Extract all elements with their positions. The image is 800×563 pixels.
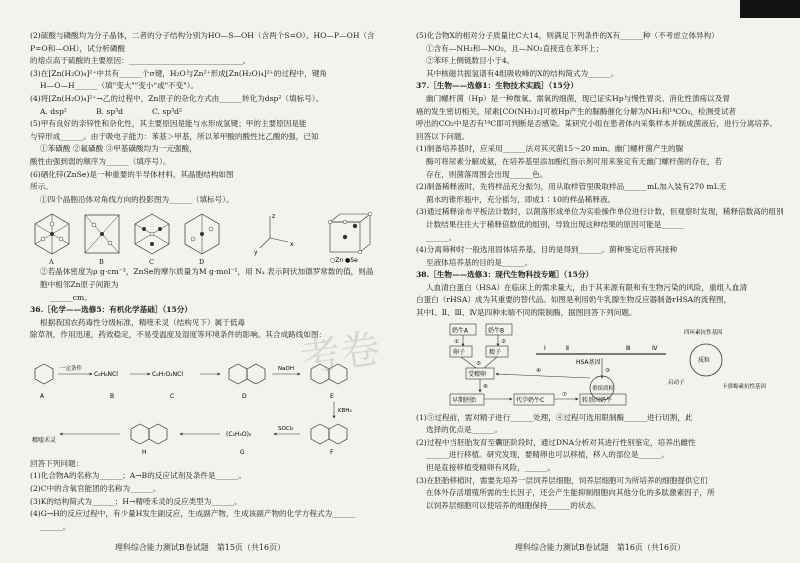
step-4: ④ xyxy=(536,367,541,374)
compound-a xyxy=(35,364,53,384)
q38-question: (1)⑤过程前，需对精子进行______处理，④过程可选用限制酶______进行切割，此 xyxy=(416,412,693,422)
q38-question: 但是直接移植受精卵有风险，______。 xyxy=(426,463,556,473)
q37-line: 酶可将尿素分解成氨，在培养基里添加酚红指示剂可用来鉴定有无幽门螺杆菌的存在，若 xyxy=(426,156,723,166)
enzyme-3: Ⅲ xyxy=(626,344,631,352)
q35-line: 所示。 xyxy=(30,182,53,192)
q38-question: 选择的优点是______。 xyxy=(426,425,502,435)
proj-label: B xyxy=(99,258,104,267)
q37-line: (1)制备培养基时，应采用______法对其灭菌15～20 min。幽门螺杆菌产生的脲 xyxy=(416,144,684,154)
flow-resist1: 四环素抗性基因 xyxy=(684,329,723,336)
label-h: H xyxy=(142,448,147,456)
q36-question: ______。 xyxy=(40,521,71,531)
q38-line: 人血清白蛋白（HSA）在临床上的需求量大，由于其来源有限和有生物污染的风险，重组人血清 xyxy=(426,282,748,292)
q35-cont: ②苯环上侧链数目小于4。 xyxy=(426,56,515,66)
q35-cont: ①含有—NH₂和—NO₂，且—NO₂直接连在苯环上； xyxy=(426,43,604,53)
cell-legend: ○Zn ●Se xyxy=(330,257,358,265)
q38-title: 38.［生物——选修3：现代生物科技专题］（15分） xyxy=(416,270,594,280)
step-1: ① xyxy=(454,338,459,345)
flow-surrogate: 代孕奶牛C xyxy=(516,396,545,404)
page-16 xyxy=(400,0,800,563)
cond-1: 一定条件 xyxy=(60,365,83,372)
q36-title: 36.［化学——选修5：有机化学基础］（15分） xyxy=(30,305,192,315)
flow-resist2: 卡那霉素抗性基因 xyxy=(722,383,767,390)
flow-cow-b: 奶牛B xyxy=(488,327,505,335)
q35-line: ①苯磺酸 ②氟磺酸 ③甲基磺酸均为一元强酸， xyxy=(40,144,197,154)
q37-line: 存在，则菌落周围会出现______色。 xyxy=(426,169,548,179)
proj-label: A xyxy=(49,258,54,267)
option-b: B. sp³d xyxy=(95,106,124,116)
q35-line: (6)硒化锌(ZnSe)是一种重要的半导体材料，其晶胞结构如图 xyxy=(30,169,234,179)
q36-intro: 根据我国农药毒性分级标准，精喹禾灵（结构见下）属于低毒 xyxy=(40,317,246,327)
q35-line: ②若晶体密度为ρ g·cm⁻³，ZnSe的摩尔质量为M g·mol⁻¹，用 Nₐ 表示阿伏加德罗常数的值，则晶胞中相邻Zn原子间距为 xyxy=(40,267,374,289)
label-d: D xyxy=(242,392,247,400)
q37-line: 回答以下问题。 xyxy=(416,131,470,141)
q37-line: (2)制备稀释液时，先将样品充分振匀，用从取样管里吸取样品______mL加入装有270 mL无 xyxy=(416,182,727,192)
q35-line: H—O—H______（填"变大""变小"或"不变"）。 xyxy=(40,81,199,91)
flow-plasmid: 质粒 xyxy=(698,356,711,364)
q38-question: 在体外存活增殖所需的生长因子，还会产生能抑制细胞向其他分化的多肽激素因子，所 xyxy=(426,488,715,498)
q35-line: (2)硫酸与磷酸均为分子晶体，二者的分子结构分别为HO—S—OH（含两个S=O）、HO—P—OH（含P=O和—OH），试分析磷酸 xyxy=(30,31,375,53)
q38-line: 其中Ⅰ、Ⅱ、Ⅲ、Ⅳ是四种未端不同的限制酶，据图回答下列问题。 xyxy=(416,308,637,318)
label-g: G xyxy=(240,448,245,456)
q37-line: 计数结果往往大于稀释倍数低的组别，导致出现这种结果的原因可能是______ xyxy=(426,219,685,229)
proj-label: C xyxy=(149,258,154,267)
step-6: ⑥ xyxy=(483,383,488,390)
q35-line: 的熔点高于硫酸的主要原因：______________________________。 xyxy=(30,56,251,66)
step-3: ③ xyxy=(605,367,610,374)
projection-b xyxy=(85,215,119,253)
q37-line: 至液体培养基的目的是______。 xyxy=(426,257,533,267)
q37-line: ______。 xyxy=(426,232,457,242)
q38-line: 白蛋白（rHSA）成为其重要的替代品。如图是利用奶牛乳腺生物反应器制备rHSA的流程图， xyxy=(416,295,732,305)
q38-question: (2)过程中当胚胎发育至囊胚阶段时，通过DNA分析对其进行性别鉴定，培养出雌性 xyxy=(416,437,696,447)
q36-question: 回答下列问题： xyxy=(30,458,84,468)
label-a: A xyxy=(40,392,45,400)
flow-calf: 转基因奶牛 xyxy=(582,396,613,404)
projection-c xyxy=(135,214,169,254)
compound-d xyxy=(229,364,265,384)
projection-d xyxy=(185,214,219,254)
formula-c: C₈H₇O₂NCl xyxy=(152,370,183,378)
q35-line: (3)在[Zn(H₂O)₄]²⁺中共有______个σ键，H₂O与Zn²⁺形成[Zn(H₂O)₄]²⁺的过程中，键角 xyxy=(30,68,327,78)
q36-question: (2)C中的含氧官能团的名称为______。 xyxy=(30,484,161,494)
axis-z-label: z xyxy=(272,213,276,221)
formula-g: (C₂H₅O)₂ xyxy=(226,430,252,438)
q35-cont: 其中核磁共振氢谱有4组吸收峰的X的结构简式为______。 xyxy=(426,68,619,78)
label-e: E xyxy=(330,392,334,400)
enzyme-1: Ⅰ xyxy=(544,344,546,352)
enzyme-4: Ⅳ xyxy=(652,344,658,352)
q35-line: (5)甲有良好的亲锌性和杂化性，其主要原因是能与水形成氢键；甲的主要原因是能 xyxy=(30,119,307,129)
crystal-figure xyxy=(30,208,378,267)
q37-line: (3)通过稀释涂布平板法计数时，以菌落形成单位为实验操作单位进行计数，但观察时发现，稀释倍数高的组别 xyxy=(416,207,784,217)
q35-line: ①四个晶胞沿体对角线方向的投影图为______（填标号）。 xyxy=(40,194,234,204)
step-5: ⑤ xyxy=(476,360,481,367)
q35-options xyxy=(30,106,378,119)
unit-cell xyxy=(328,213,372,265)
product-name: 精喹禾灵 xyxy=(32,436,57,444)
cond-socl2: SOCl₂ xyxy=(278,425,294,432)
flow-diagram xyxy=(416,322,786,410)
enzyme-2: Ⅱ xyxy=(566,344,569,352)
page-footer: 理科综合能力测试B卷试题 第16页（共16页） xyxy=(514,543,686,553)
q38-question: ______进行移植。研究发现，要精卵也可以移植，移入的部位是______。 xyxy=(426,450,669,460)
projection-a xyxy=(35,214,69,254)
q35-line: 与锌形成______。由于吸电子能力：苯基＞甲基，所以苯甲酸的酸性比乙酸的强，已知 xyxy=(30,131,319,141)
option-c: C. sp³d² xyxy=(152,106,183,116)
q37-line: 菌水的锥形瓶中，充分摇匀，即成1∶10的样品稀释液。 xyxy=(426,194,616,204)
label-b: B xyxy=(110,392,115,400)
flow-early: 早期胚胎 xyxy=(452,396,477,404)
q36-question: (3)K的结构简式为______；H→精喹禾灵的反应类型为______。 xyxy=(30,496,242,506)
q36-question: (4)G→H的反应过程中，有少量H发生副反应，生成副产物，生成该副产物的化学方程式为______ xyxy=(30,509,355,519)
q37-line: 癌的发生密切相关，尿素[CO(NH₂)₂]可被Hp产生的脲酶催化分解为NH₃和¹⁴CO₂，检测受试者 xyxy=(416,106,737,116)
watermark: 考卷 xyxy=(297,325,384,383)
axis-x-label: x xyxy=(290,241,294,249)
cond-kbh4: KBH₄ xyxy=(338,407,352,414)
page-footer: 理科综合能力测试B卷试题 第15页（共16页） xyxy=(114,543,286,553)
compound-f xyxy=(311,424,347,444)
proj-label: D xyxy=(199,258,205,267)
q37-title: 37.［生物——选修1：生物技术实践］（15分） xyxy=(416,81,578,91)
step-2: ② xyxy=(501,338,506,345)
step-7: ⑦ xyxy=(562,391,567,398)
q37-line: 呼出的CO₂中是否有¹⁴C即可判断是否感染。某研究小组在患者体内采集样本并制成菌液后，进行分离培养。 xyxy=(416,119,778,129)
q35-cont: (5)化合物X的相对分子质量比C大14，则满足下列条件的X有______种（不考虑立体异构） xyxy=(416,31,719,40)
q35-line: ______cm。 xyxy=(50,292,92,302)
flow-hsa: HSA基因 xyxy=(576,358,601,366)
flow-promoter: 启动子 xyxy=(668,379,685,386)
q38-question: (3)在胚胎移植时，需要先培养一层饲养层细胞，饲养层细胞可为所培养的细胞提供它们 xyxy=(416,475,708,485)
label-f: F xyxy=(330,448,334,456)
rhsa-flowchart xyxy=(416,322,784,410)
q35-line: (4)将[Zn(H₂O)₄]²⁺→乙的过程中，Zn原子的杂化方式由______转化为dsp²（填标号）。 xyxy=(30,93,324,103)
q35-line: 酸性由强到弱的顺序为______（填序号）。 xyxy=(30,156,171,166)
q36-intro: 除草剂，作用迅速，药效稳定，不易受温度及湿度等环境条件的影响。其合成路线如图： xyxy=(30,330,327,340)
axis-y-label: y xyxy=(254,249,258,257)
axis-icon xyxy=(254,213,294,256)
flow-rec: 重组质粒 xyxy=(592,385,615,392)
q37-line: (4)分离筛种时一般选用固体培养基，目的是得到______。菌种鉴定后将其接种 xyxy=(416,245,678,255)
q37-line: 幽门螺杆菌（Hp）是一种微氧、需氧的细菌，现已证实Hp与慢性胃炎、消化性溃疡以及胃 xyxy=(426,93,730,103)
option-a: A. dsp² xyxy=(40,106,67,116)
cond-naoh: NaOH xyxy=(278,365,294,372)
label-c: C xyxy=(170,392,175,400)
formula-b: C₈H₆NCl xyxy=(94,370,118,378)
flow-cow-a: 奶牛A xyxy=(452,327,469,335)
q38-question: 以饲养层细胞可以使培养的细胞保持______的状态。 xyxy=(426,500,601,510)
flow-fert: 受精卵 xyxy=(468,370,487,378)
flow-sperm: 精子 xyxy=(489,348,502,356)
q36-question: (1)化合物A的名称为______；A→B的反应试剂及条件是______。 xyxy=(30,471,246,481)
flow-egg: 卵子 xyxy=(453,348,466,356)
compound-h xyxy=(131,424,167,444)
